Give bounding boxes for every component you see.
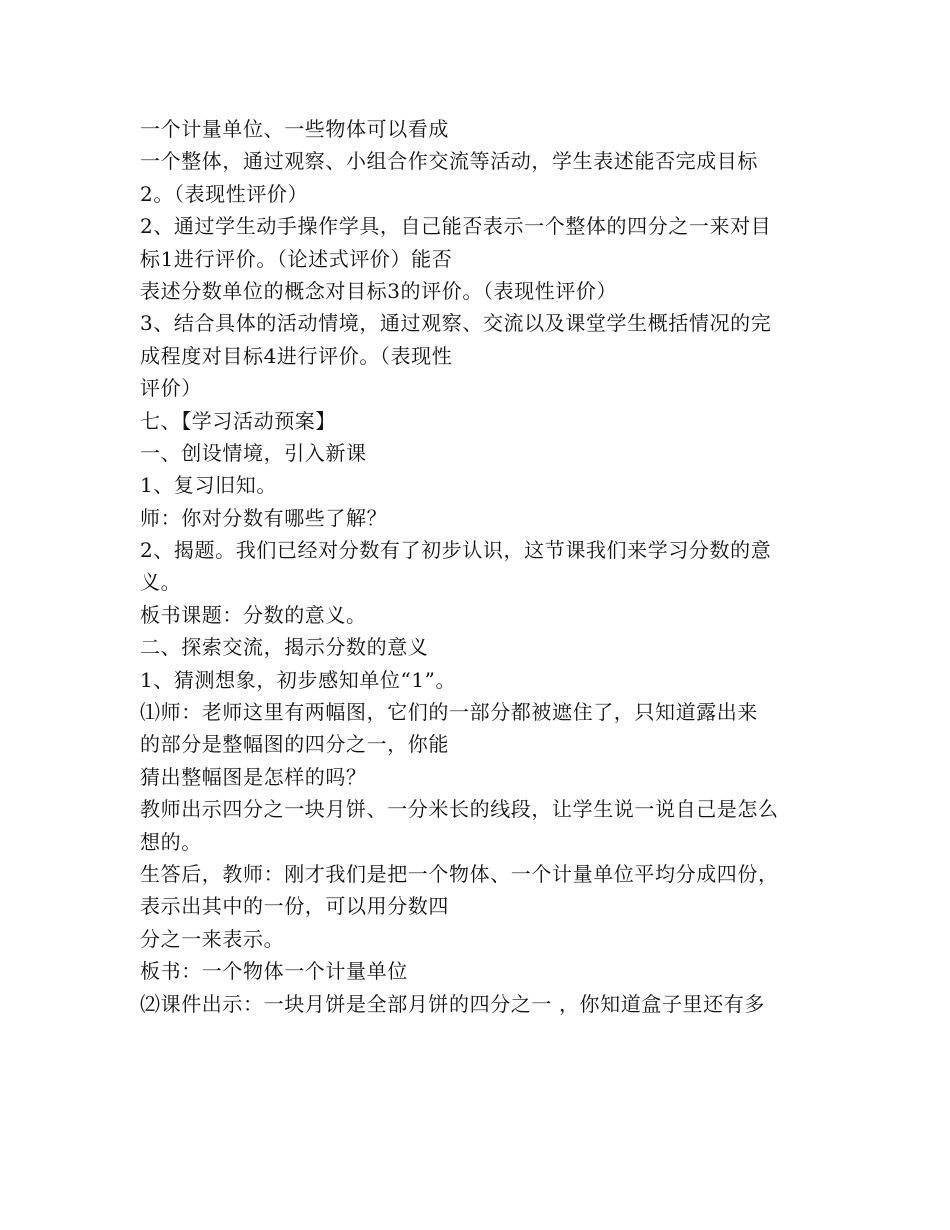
text-line: 义。 [140,570,182,595]
text-line: ⑵课件出示：一块月饼是全部月饼的四分之一 ，你知道盒子里还有多 [140,991,765,1016]
text-line: ⑴师：老师这里有两幅图，它们的一部分都被遮住了，只知道露出来 [140,700,758,725]
section-heading: 七、【学习活动预案】 [140,408,336,433]
text-line: 教师出示四分之一块月饼、一分米长的线段，让学生说一说自己是怎么 [140,797,779,822]
text-line: 2、揭题。我们已经对分数有了初步认识，这节课我们来学习分数的意 [140,538,772,563]
section-heading: 二、探索交流，揭示分数的意义 [140,635,429,660]
text-line: 成程度对目标4进行评价。（表现性 [140,343,453,368]
text-line: 标1进行评价。（论述式评价）能否 [140,246,453,271]
text-line: 1、复习旧知。 [140,473,277,498]
text-line: 的部分是整幅图的四分之一，你能 [140,732,449,757]
text-line: 评价） [140,376,202,401]
text-line: 2。（表现性评价） [140,181,309,206]
text-line: 表述分数单位的概念对目标3的评价。（表现性评价） [140,278,618,303]
document-body [140,113,820,1020]
text-line: 3、结合具体的活动情境，通过观察、交流以及课堂学生概括情况的完 [140,311,772,336]
text-line: 1、猜测想象，初步感知单位“1”。 [140,667,457,692]
text-line: 2、通过学生动手操作学具，自己能否表示一个整体的四分之一来对目 [140,214,772,239]
text-line: 板书：一个物体一个计量单位 [140,959,408,984]
text-line: 生答后，教师：刚才我们是把一个物体、一个计量单位平均分成四份， [140,861,779,886]
text-line: 表示出其中的一份，可以用分数四 [140,894,449,919]
section-heading: 一、创设情境，引入新课 [140,440,367,465]
text-line: 师：你对分数有哪些了解？ [140,505,388,530]
text-line: 想的。 [140,829,202,854]
text-line: 猜出整幅图是怎样的吗？ [140,764,367,789]
text-line: 板书课题：分数的意义。 [140,602,367,627]
text-line: 分之一来表示。 [140,926,285,951]
text-line: 一个整体，通过观察、小组合作交流等活动，学生表述能否完成目标 [140,149,758,174]
text-line: 一个计量单位、一些物体可以看成 [140,117,449,141]
